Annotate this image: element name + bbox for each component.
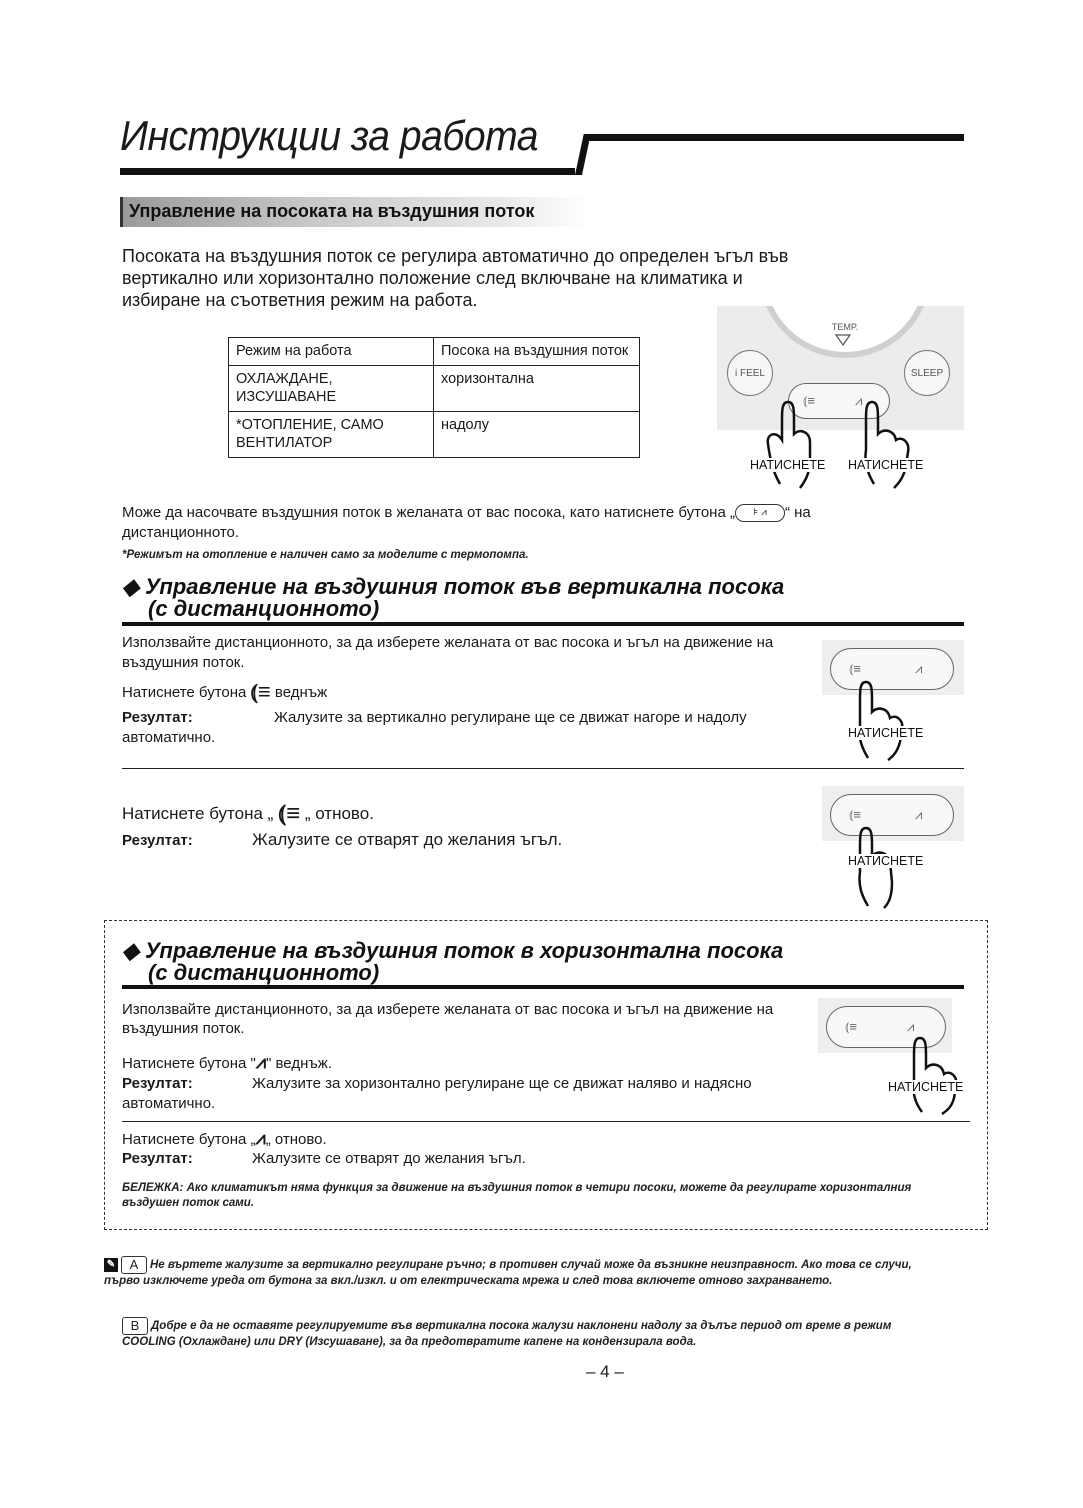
title-underline bbox=[120, 168, 575, 175]
step-text: „ отново. bbox=[304, 804, 374, 823]
down-triangle-icon bbox=[835, 334, 851, 346]
mode-table bbox=[228, 337, 640, 458]
pointing-hand-icon bbox=[852, 826, 912, 910]
vertical-intro: Използвайте дистанционното, за да изберете желаната от вас посока и ъгъл на движение на въздушния поток. bbox=[122, 634, 774, 671]
horizontal-swing-icon: ⩘ bbox=[255, 1052, 267, 1072]
result-label: Резултат: bbox=[122, 1075, 193, 1092]
diamond-bullet-icon: ◆ bbox=[122, 574, 139, 599]
table-header: Посока на въздушния поток bbox=[434, 338, 640, 366]
table-row bbox=[229, 412, 640, 458]
horizontal-swing-icon: ⩘ bbox=[907, 1019, 915, 1034]
temp-dial bbox=[759, 306, 931, 358]
step-text: " веднъж. bbox=[266, 1055, 332, 1072]
note-text: Добре е да не оставяте регулируемите във вертикална посока жалузи наклонени надолу за дълъг период от време в режим COOLING (Охлаждане) или DRY (Изсушаване), за да предотвратите капене на кондензирала вода. bbox=[122, 1320, 892, 1348]
table-cell: ОХЛАЖДАНЕ, ИЗСУШАВАНЕ bbox=[229, 366, 434, 412]
result-text: Жалузите се отварят до желания ъгъл. bbox=[252, 830, 563, 849]
note-text: Не въртете жалузите за вертикално регулиране ръчно; в противен случай може да възникне неизправност. Ако това се случи, първо изключете уреда от бутона за вкл./изкл. и от електрическата мрежа и след това включете отново захранването. bbox=[104, 1259, 912, 1287]
table-header-row bbox=[229, 338, 640, 366]
vertical-step1-result bbox=[122, 708, 802, 748]
press-label: НАТИСНЕТЕ bbox=[750, 458, 826, 472]
vertical-swing-icon: ⦅≡ bbox=[849, 807, 861, 822]
sleep-button[interactable]: SLEEP bbox=[904, 350, 950, 396]
result-text: Жалузите за хоризонтално регулиране ще се движат наляво и надясно bbox=[252, 1075, 752, 1092]
swing-button-icon: ⊧ ⩘ bbox=[735, 504, 785, 522]
press-label: НАТИСНЕТЕ bbox=[848, 726, 924, 740]
horizontal-section-heading bbox=[122, 940, 783, 984]
diamond-bullet-icon: ◆ bbox=[122, 938, 139, 963]
pointing-hand-icon bbox=[858, 400, 918, 490]
note-letter-badge: A bbox=[121, 1256, 147, 1274]
horizontal-step2-result bbox=[122, 1149, 526, 1169]
section-rule bbox=[122, 622, 964, 626]
vertical-section-heading bbox=[122, 576, 784, 620]
result-text: автоматично. bbox=[122, 1095, 216, 1112]
pointing-hand-icon bbox=[906, 1036, 966, 1116]
step-text: веднъж bbox=[274, 684, 328, 701]
note-a bbox=[104, 1256, 934, 1289]
result-label: Резултат: bbox=[122, 832, 193, 849]
section-heading-text: Управление на посоката на въздушния поток bbox=[129, 201, 535, 221]
title-overline bbox=[586, 134, 964, 141]
direction-text-before: Може да насочвате въздушния поток в желаната от вас посока, като натиснете бутона „ bbox=[122, 504, 735, 521]
result-text: Жалузите се отварят до желания ъгъл. bbox=[252, 1150, 526, 1167]
table-cell: хоризонтална bbox=[434, 366, 640, 412]
horizontal-step2 bbox=[122, 1128, 327, 1150]
section-rule bbox=[122, 985, 964, 989]
step-text: Натиснете бутона „ bbox=[122, 804, 274, 823]
result-label: Резултат: bbox=[122, 1150, 193, 1167]
pointing-hand-icon bbox=[852, 680, 912, 762]
press-label: НАТИСНЕТЕ bbox=[848, 458, 924, 472]
vertical-swing-icon: ⦅≡ bbox=[250, 679, 271, 704]
result-label: Резултат: bbox=[122, 709, 193, 726]
page-title: Инструкции за работа bbox=[120, 112, 539, 159]
vertical-swing-icon: ⦅≡ bbox=[803, 393, 815, 408]
vertical-step1 bbox=[122, 679, 328, 704]
page-number: – 4 – bbox=[586, 1362, 624, 1381]
step-text: „ отново. bbox=[265, 1131, 327, 1148]
vertical-step2-result bbox=[122, 830, 562, 850]
table-cell: *ОТОПЛЕНИЕ, САМО ВЕНТИЛАТОР bbox=[229, 412, 434, 458]
remote-illustration bbox=[717, 306, 964, 430]
step-divider bbox=[122, 1121, 970, 1122]
temp-label: TEMP. bbox=[831, 322, 859, 332]
step-text: Натиснете бутона " bbox=[122, 1055, 256, 1072]
press-label: НАТИСНЕТЕ bbox=[888, 1080, 964, 1094]
heading-line1: Управление на въздушния поток във вертикална посока bbox=[145, 574, 785, 599]
press-label: НАТИСНЕТЕ bbox=[848, 854, 924, 868]
step-text: Натиснете бутона „ bbox=[122, 1131, 256, 1148]
note-b bbox=[122, 1317, 934, 1350]
horizontal-swing-icon: ⩘ bbox=[915, 807, 923, 822]
horizontal-note: БЕЛЕЖКА: Ако климатикът няма функция за движение на въздушния поток в четири посоки, можете да регулирате хоризонталния въздушен поток сами. bbox=[122, 1182, 912, 1209]
heatpump-footnote: *Режимът на отопление е наличен само за моделите с термопомпа. bbox=[122, 549, 529, 561]
pencil-note-icon: ✎ bbox=[104, 1258, 118, 1272]
step-text: Натиснете бутона bbox=[122, 684, 247, 701]
table-header: Режим на работа bbox=[229, 338, 434, 366]
table-cell: надолу bbox=[434, 412, 640, 458]
vertical-swing-icon: ⦅≡ bbox=[278, 800, 301, 827]
vertical-swing-icon: ⦅≡ bbox=[849, 661, 861, 676]
step-divider bbox=[122, 768, 964, 769]
horizontal-step1 bbox=[122, 1052, 332, 1074]
direction-text-after: “ на bbox=[784, 504, 811, 521]
heading-line1: Управление на въздушния поток в хоризонтална посока bbox=[145, 938, 784, 963]
table-row bbox=[229, 366, 640, 412]
result-text: автоматично. bbox=[122, 729, 216, 746]
horizontal-swing-icon: ⩘ bbox=[915, 661, 923, 676]
intro-paragraph: Посоката на въздушния поток се регулира автоматично до определен ъгъл във вертикално или хоризонтално положение след включване на климатика и избиране на съответния режим на работа. bbox=[122, 246, 789, 310]
horizontal-swing-icon: ⩘ bbox=[255, 1128, 266, 1148]
section-heading bbox=[120, 197, 590, 227]
ifeel-button[interactable]: i FEEL bbox=[727, 350, 773, 396]
heading-line2: (с дистанционното) bbox=[148, 596, 380, 621]
pointing-hand-icon bbox=[760, 400, 820, 490]
horizontal-swing-icon: ⩘ bbox=[855, 393, 863, 408]
direction-text-line2: дистанционното. bbox=[122, 524, 240, 541]
heading-line2: (с дистанционното) bbox=[148, 960, 380, 985]
result-text: Жалузите за вертикално регулиране ще се движат нагоре и надолу bbox=[274, 709, 747, 726]
vertical-swing-icon: ⦅≡ bbox=[845, 1019, 857, 1034]
note-letter-badge: B bbox=[122, 1317, 148, 1335]
horizontal-intro: Използвайте дистанционното, за да изберете желаната от вас посока и ъгъл на движение на въздушния поток. bbox=[122, 1001, 774, 1037]
vertical-step2 bbox=[122, 800, 374, 828]
direction-paragraph bbox=[122, 503, 892, 543]
horizontal-step1-result bbox=[122, 1074, 822, 1114]
